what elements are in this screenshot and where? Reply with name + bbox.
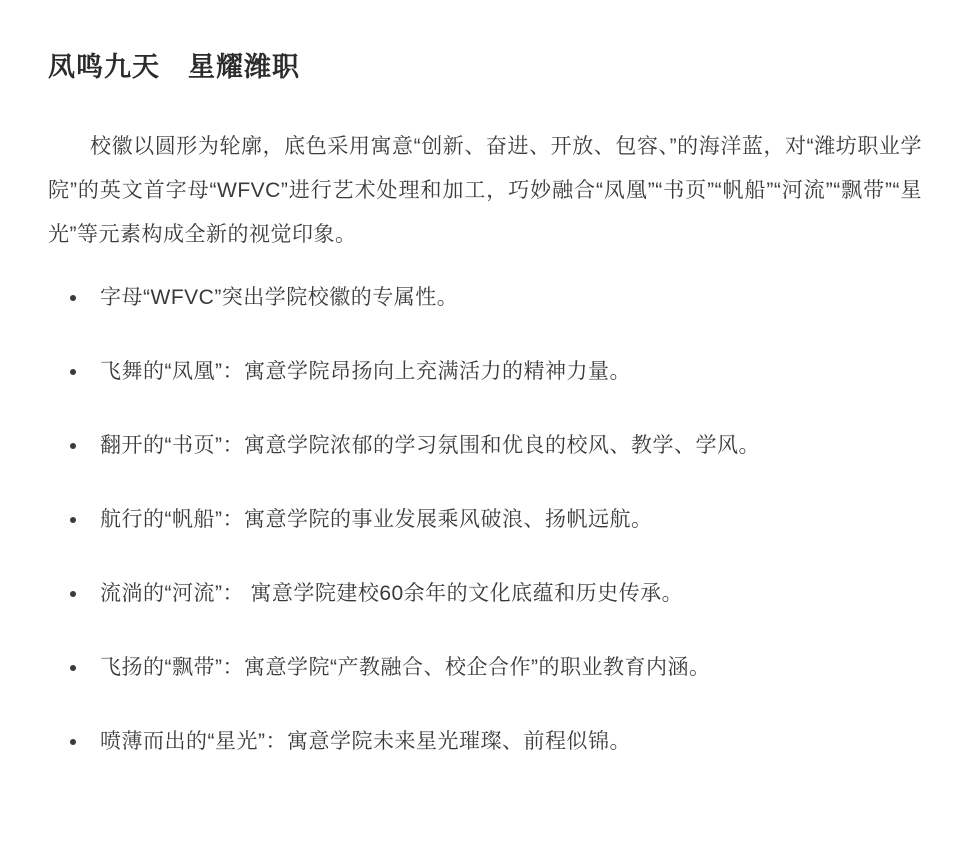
list-item-label: 航行的“帆船”：寓意学院的事业发展乘风破浪、扬帆远航。 bbox=[100, 508, 653, 532]
bullet-dot-icon bbox=[70, 517, 76, 523]
list-item bbox=[48, 357, 922, 387]
list-item bbox=[48, 431, 922, 461]
bullet-dot-icon bbox=[70, 443, 76, 449]
bullet-dot-icon bbox=[70, 369, 76, 375]
list-item bbox=[48, 283, 922, 313]
bullet-dot-icon bbox=[70, 295, 76, 301]
list-item bbox=[48, 727, 922, 757]
list-item-label: 流淌的“河流”： 寓意学院建校60余年的文化底蕴和历史传承。 bbox=[100, 582, 684, 606]
list-item bbox=[48, 579, 922, 609]
list-item bbox=[48, 653, 922, 683]
list-item bbox=[48, 505, 922, 535]
bullet-dot-icon bbox=[70, 591, 76, 597]
list-item-label: 飞扬的“飘带”：寓意学院“产教融合、校企合作”的职业教育内涵。 bbox=[100, 656, 711, 680]
bullet-dot-icon bbox=[70, 665, 76, 671]
feature-bullet-list bbox=[48, 257, 922, 757]
intro-paragraph: 校徽以圆形为轮廓，底色采用寓意“创新、奋进、开放、包容、”的海洋蓝，对“潍坊职业学院”的英文首字母“WFVC”进行艺术处理和加工，巧妙融合“凤凰”“书页”“帆船”“河流”“飘带”“星光”等元素构成全新的视觉印象。 bbox=[48, 135, 922, 247]
page-title: 凤鸣九天 星耀潍职 bbox=[48, 52, 300, 82]
list-item-label: 喷薄而出的“星光”：寓意学院未来星光璀璨、前程似锦。 bbox=[100, 730, 631, 754]
list-item-label: 翻开的“书页”：寓意学院浓郁的学习氛围和优良的校风、教学、学风。 bbox=[100, 434, 760, 458]
bullet-dot-icon bbox=[70, 739, 76, 745]
list-item-label: 字母“WFVC”突出学院校徽的专属性。 bbox=[100, 286, 459, 310]
list-item-label: 飞舞的“凤凰”：寓意学院昂扬向上充满活力的精神力量。 bbox=[100, 360, 631, 384]
